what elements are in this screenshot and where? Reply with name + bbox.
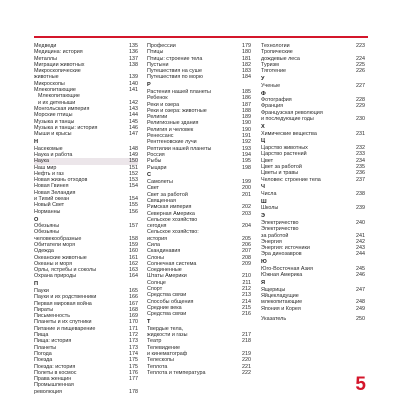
- entry-term: Числа: [261, 190, 277, 197]
- section-letter: Р: [147, 82, 151, 89]
- entry-page-number: 182: [242, 61, 251, 68]
- entry-term: Цвет за работой: [261, 163, 302, 170]
- entry-page-number: 162: [129, 260, 138, 267]
- entry-term: Млекопитающие и их детеныши: [38, 93, 80, 106]
- index-entry[interactable]: [147, 74, 251, 80]
- entry-term: Первая мировая война: [34, 300, 92, 307]
- entry-term: Медицина: история: [34, 49, 83, 56]
- entry-page-number: 136: [129, 49, 138, 56]
- entry-page-number: 225: [356, 61, 365, 68]
- entry-page-number: 172: [129, 332, 138, 339]
- section-letter: Я: [261, 280, 266, 287]
- entry-term: Религии: [147, 114, 168, 121]
- entry-term: Одежда: [34, 248, 54, 255]
- entry-page-number: 238: [356, 190, 365, 197]
- entry-term: Театр: [147, 338, 162, 345]
- entry-term: Солнце: [147, 279, 166, 286]
- entry-term: Пища: [34, 332, 49, 339]
- entry-page-number: 189: [242, 114, 251, 121]
- entry-term: Свет за работой: [147, 191, 188, 198]
- entry-page-number: 247: [356, 286, 365, 293]
- entry-term: Новая жизнь отходов: [34, 177, 88, 184]
- entry-term: Сельское хозяйство: история: [147, 229, 199, 242]
- entry-page-number: 177: [129, 376, 138, 383]
- entry-term: Царство растений: [261, 151, 307, 158]
- entry-term: Планеты: [34, 344, 57, 351]
- entry-term: Указатель: [261, 315, 287, 322]
- index-entry[interactable]: [261, 191, 365, 197]
- entry-term: Питание и пищеварение: [34, 325, 96, 332]
- entry-term: Морские птицы: [34, 112, 73, 119]
- index-entry[interactable]: [147, 370, 251, 376]
- index-entry[interactable]: [261, 293, 365, 306]
- entry-page-number: 246: [356, 272, 365, 279]
- entry-page-number: 190: [242, 126, 251, 133]
- entry-term: Тропические дождевые леса: [261, 49, 300, 62]
- entry-term: Растения нашей планеты: [147, 88, 211, 95]
- entry-page-number: 212: [242, 286, 251, 293]
- entry-term: Погода: [34, 350, 52, 357]
- index-entry[interactable]: [261, 205, 365, 211]
- entry-term: Средние века: [147, 304, 182, 311]
- entry-term: Мыши и крысы: [34, 131, 72, 138]
- entry-term: Ребенок: [147, 95, 168, 102]
- entry-term: Человек: строение тела: [261, 176, 321, 183]
- index-entry[interactable]: [147, 217, 251, 230]
- entry-term: Эра динозавров: [261, 251, 302, 258]
- entry-term: Соединенные Штаты Америки: [147, 267, 187, 280]
- index-entry[interactable]: [261, 49, 365, 62]
- section-letter: О: [34, 216, 39, 223]
- entry-page-number: 161: [129, 254, 138, 261]
- index-entry[interactable]: [147, 229, 251, 242]
- entry-term: Энергия: источники: [261, 245, 310, 252]
- entry-page-number: 146: [129, 124, 138, 131]
- entry-term: Монгольская империя: [34, 105, 90, 112]
- entry-page-number: 209: [242, 260, 251, 267]
- entry-term: Пища: история: [34, 338, 72, 345]
- index-entry[interactable]: [34, 93, 138, 106]
- entry-page-number: 227: [356, 82, 365, 89]
- entry-term: Фотография: [261, 97, 292, 104]
- entry-page-number: 232: [356, 145, 365, 152]
- entry-page-number: 144: [129, 112, 138, 119]
- index-entry[interactable]: [34, 190, 138, 203]
- index-entry[interactable]: [34, 382, 138, 395]
- entry-page-number: 214: [242, 298, 251, 305]
- entry-page-number: 223: [356, 43, 365, 49]
- entry-term: Рыцари: [147, 164, 167, 171]
- index-column-3: [261, 43, 365, 322]
- index-entry[interactable]: [261, 68, 365, 74]
- entry-page-number: 173: [129, 344, 138, 351]
- index-entry[interactable]: [147, 311, 251, 317]
- entry-page-number: 244: [356, 251, 365, 258]
- section-letter: С: [147, 172, 152, 179]
- entry-term: Млекопитающие: [34, 87, 76, 94]
- entry-page-number: 157: [129, 223, 138, 230]
- index-entry[interactable]: [261, 272, 365, 278]
- entry-term: Металлы: [34, 55, 57, 62]
- entry-term: Россия: [147, 151, 165, 158]
- entry-page-number: 218: [242, 338, 251, 345]
- entry-page-number: 166: [129, 294, 138, 301]
- entry-term: Новая Гвинея: [34, 183, 69, 190]
- entry-term: Электричество за работой: [261, 226, 299, 239]
- section-letter: Э: [261, 213, 265, 220]
- entry-page-number: 206: [242, 241, 251, 248]
- entry-page-number: 193: [242, 145, 251, 152]
- entry-page-number: 184: [242, 74, 251, 81]
- entry-term: Туризм: [261, 61, 279, 68]
- entry-page-number: 228: [356, 97, 365, 104]
- entry-term: Наука: [34, 158, 50, 165]
- entry-page-number: 216: [242, 311, 251, 318]
- entry-page-number: 174: [129, 350, 138, 357]
- entry-page-number: 202: [242, 204, 251, 211]
- entry-term: Пауки: [34, 287, 49, 294]
- index-entry[interactable]: [261, 110, 365, 123]
- entry-page-number: 180: [242, 49, 251, 56]
- entry-term: Полеты в космос: [34, 369, 77, 376]
- entry-page-number: 237: [356, 176, 365, 183]
- index-entry[interactable]: [147, 326, 251, 339]
- entry-page-number: 175: [129, 357, 138, 364]
- entry-term: Религиозные здания: [147, 120, 199, 127]
- entry-page-number: 210: [242, 273, 251, 280]
- entry-page-number: 215: [242, 304, 251, 311]
- entry-page-number: 148: [129, 145, 138, 152]
- entry-page-number: 163: [129, 267, 138, 274]
- entry-page-number: 185: [242, 88, 251, 95]
- entry-page-number: 235: [356, 163, 365, 170]
- section-letter: Ш: [261, 198, 267, 205]
- entry-term: Миграции животных: [34, 61, 85, 68]
- entry-term: Теплота: [147, 363, 168, 370]
- entry-page-number: 154: [129, 183, 138, 190]
- entry-page-number: 245: [356, 265, 365, 272]
- entry-term: Ренессанс: [147, 133, 174, 140]
- entry-term: Ящерицы: [261, 286, 286, 293]
- entry-page-number: 142: [129, 99, 138, 106]
- entry-term: Путешествия на суше: [147, 68, 202, 75]
- entry-term: Пустыни: [147, 61, 169, 68]
- entry-page-number: 221: [242, 363, 251, 370]
- index-entry[interactable]: [147, 165, 251, 171]
- entry-term: Способы общения: [147, 298, 194, 305]
- entry-page-number: 186: [242, 95, 251, 102]
- entry-page-number: 205: [242, 235, 251, 242]
- entry-page-number: 179: [242, 43, 251, 49]
- entry-page-number: 200: [242, 185, 251, 192]
- entry-term: Обезьяны человекообразные: [34, 229, 82, 242]
- entry-page-number: 188: [242, 107, 251, 114]
- entry-term: Юго-Восточная Азия: [261, 265, 313, 272]
- entry-page-number: 190: [242, 120, 251, 127]
- entry-term: Химические вещества: [261, 130, 317, 137]
- entry-page-number: 250: [356, 315, 365, 322]
- entry-term: Электричество: [261, 219, 299, 226]
- entry-term: Обитатели моря: [34, 241, 76, 248]
- entry-term: Технологии: [261, 43, 290, 49]
- entry-page-number: 164: [129, 273, 138, 280]
- top-rule: [34, 36, 368, 38]
- entry-page-number: 165: [129, 287, 138, 294]
- entry-term: Наука и работа: [34, 151, 73, 158]
- entry-term: Франция: [261, 103, 284, 110]
- entry-term: Океаны и моря: [34, 260, 73, 267]
- entry-term: Обезьяны: [34, 223, 60, 230]
- entry-term: Царство животных: [261, 145, 308, 152]
- section-letter: Н: [34, 139, 39, 146]
- entry-term: Рыбы: [147, 158, 162, 165]
- index-entry[interactable]: [147, 267, 251, 280]
- entry-page-number: 220: [242, 357, 251, 364]
- entry-term: Средства связи: [147, 292, 187, 299]
- entry-term: Рептилии нашей планеты: [147, 145, 212, 152]
- entry-term: Планеты и их спутники: [34, 319, 92, 326]
- entry-term: Океанские животные: [34, 254, 87, 261]
- entry-page-number: 159: [129, 241, 138, 248]
- entry-page-number: 154: [129, 196, 138, 203]
- entry-page-number: 158: [129, 235, 138, 242]
- entry-term: Нефть и газ: [34, 170, 64, 177]
- entry-page-number: 141: [129, 87, 138, 94]
- entry-term: Музыка и танцы: история: [34, 124, 98, 131]
- index-entry[interactable]: [34, 229, 138, 242]
- entry-term: Телескопы: [147, 357, 174, 364]
- entry-term: Ученые: [261, 82, 281, 89]
- entry-term: Цветы и травы: [261, 170, 299, 177]
- entry-term: Сила: [147, 241, 161, 248]
- entry-page-number: 191: [242, 133, 251, 140]
- entry-page-number: 217: [242, 332, 251, 339]
- page-number: 5: [355, 374, 366, 395]
- entry-term: Солнечная система: [147, 260, 197, 267]
- entry-page-number: 135: [129, 43, 138, 49]
- entry-page-number: 240: [356, 219, 365, 226]
- entry-term: Сельское хозяйство сегодня: [147, 216, 198, 230]
- entry-term: Яйцекладущие млекопитающие: [261, 293, 303, 306]
- section-letter: Ц: [261, 138, 266, 145]
- entry-page-number: 224: [356, 55, 365, 62]
- index-column-2: [147, 43, 251, 376]
- index-entry[interactable]: [261, 251, 365, 257]
- entry-term: Насекомые: [34, 145, 63, 152]
- entry-term: Птицы: строение тела: [147, 55, 203, 62]
- entry-term: Энергия: [261, 238, 282, 245]
- entry-page-number: 175: [129, 363, 138, 370]
- entry-page-number: 242: [356, 238, 365, 245]
- entry-page-number: 248: [356, 299, 365, 306]
- entry-page-number: 243: [356, 245, 365, 252]
- entry-page-number: 230: [356, 116, 365, 123]
- index-entry[interactable]: [261, 316, 365, 322]
- entry-term: Норманны: [34, 208, 61, 215]
- entry-page-number: 192: [242, 139, 251, 146]
- index-entry[interactable]: [261, 226, 365, 239]
- entry-term: Средства связи: [147, 311, 187, 318]
- entry-page-number: 236: [356, 170, 365, 177]
- entry-term: Права женщин: [34, 376, 72, 383]
- entry-term: Телевидение и кинематограф: [147, 344, 188, 357]
- entry-term: Музыка и танцы: [34, 118, 75, 125]
- entry-page-number: 234: [356, 157, 365, 164]
- entry-page-number: 156: [129, 208, 138, 215]
- entry-page-number: 138: [129, 61, 138, 68]
- entry-term: Рентгеновские лучи: [147, 139, 197, 146]
- entry-page-number: 140: [129, 80, 138, 87]
- entry-term: Свет: [147, 185, 159, 192]
- entry-page-number: 194: [242, 151, 251, 158]
- index-entry[interactable]: [147, 345, 251, 358]
- entry-page-number: 176: [129, 369, 138, 376]
- entry-term: Южная Америка: [261, 272, 303, 279]
- entry-term: Письменность: [34, 313, 71, 320]
- entry-page-number: 226: [356, 68, 365, 75]
- entry-page-number: 181: [242, 55, 251, 62]
- entry-page-number: 167: [129, 300, 138, 307]
- entry-page-number: 160: [129, 248, 138, 255]
- entry-page-number: 203: [242, 210, 251, 217]
- index-entry[interactable]: [261, 131, 365, 137]
- entry-page-number: 198: [242, 164, 251, 171]
- entry-term: Тяготение: [261, 68, 287, 75]
- entry-page-number: 213: [242, 292, 251, 299]
- index-entry[interactable]: [34, 131, 138, 137]
- entry-term: Северная Америка: [147, 210, 195, 217]
- entry-term: Промышленная революция: [34, 382, 74, 395]
- section-letter: Т: [147, 319, 151, 326]
- entry-term: Птицы: [147, 49, 164, 56]
- entry-page-number: 145: [129, 118, 138, 125]
- entry-term: Охрана природы: [34, 273, 77, 280]
- entry-page-number: 152: [129, 170, 138, 177]
- entry-term: Скандинавия: [147, 248, 181, 255]
- index-entry[interactable]: [34, 68, 138, 81]
- entry-term: Микроскопические животные: [34, 68, 81, 81]
- entry-page-number: 195: [242, 158, 251, 165]
- entry-page-number: 207: [242, 248, 251, 255]
- entry-page-number: 219: [242, 350, 251, 357]
- entry-term: Спорт: [147, 286, 163, 293]
- entry-page-number: 208: [242, 254, 251, 261]
- index-column-1: [34, 43, 138, 395]
- entry-term: Пауки и их родственники: [34, 294, 97, 301]
- entry-page-number: 149: [129, 151, 138, 158]
- entry-term: Цвет: [261, 157, 274, 164]
- entry-term: Реки и озера: [147, 101, 180, 108]
- entry-term: Орлы, ястребы и соколы: [34, 267, 97, 274]
- entry-page-number: 201: [242, 191, 251, 198]
- entry-page-number: 139: [129, 74, 138, 81]
- section-letter: П: [34, 281, 39, 288]
- entry-term: Религия и человек: [147, 126, 194, 133]
- entry-page-number: 178: [129, 388, 138, 395]
- entry-page-number: 187: [242, 101, 251, 108]
- entry-page-number: 229: [356, 103, 365, 110]
- entry-term: Теплота и температура: [147, 369, 206, 376]
- section-letter: Ф: [261, 90, 266, 97]
- entry-page-number: 155: [129, 202, 138, 209]
- entry-page-number: 233: [356, 151, 365, 158]
- entry-term: Самолеты: [147, 179, 173, 186]
- entry-page-number: 153: [129, 177, 138, 184]
- entry-page-number: 169: [129, 313, 138, 320]
- index-entry[interactable]: [261, 177, 365, 183]
- section-letter: Ю: [261, 259, 267, 266]
- entry-term: Священная Римская империя: [147, 197, 192, 211]
- index-entry[interactable]: [147, 198, 251, 211]
- entry-term: Реки и озера: животные: [147, 107, 207, 114]
- entry-page-number: 151: [129, 164, 138, 171]
- entry-page-number: 249: [356, 305, 365, 312]
- entry-term: Твердые тела, жидкости и газы: [147, 325, 188, 339]
- entry-page-number: 239: [356, 205, 365, 212]
- entry-term: Пираты: [34, 306, 54, 313]
- entry-page-number: 168: [129, 306, 138, 313]
- entry-term: Путешествия по морю: [147, 74, 203, 81]
- entry-page-number: 211: [242, 279, 251, 286]
- entry-page-number: 171: [129, 325, 138, 332]
- entry-page-number: 150: [129, 158, 138, 165]
- entry-page-number: 137: [129, 55, 138, 62]
- entry-term: Медведи: [34, 43, 57, 49]
- entry-term: Новый Свет: [34, 202, 65, 209]
- entry-term: Профессии: [147, 43, 176, 49]
- entry-page-number: 222: [242, 369, 251, 376]
- entry-page-number: 241: [356, 232, 365, 239]
- entry-term: Наш мир: [34, 164, 57, 171]
- entry-page-number: 147: [129, 131, 138, 138]
- entry-page-number: 173: [129, 338, 138, 345]
- entry-term: Япония и Корея: [261, 305, 301, 312]
- entry-term: Французская революция и последующие годы: [261, 109, 323, 123]
- section-letter: У: [261, 76, 265, 83]
- index-entry[interactable]: [34, 209, 138, 215]
- entry-page-number: 183: [242, 68, 251, 75]
- index-entry[interactable]: [34, 273, 138, 279]
- section-letter: Ч: [261, 184, 265, 191]
- entry-term: Поезда: история: [34, 363, 76, 370]
- entry-term: Слоны: [147, 254, 164, 261]
- entry-term: Школы: [261, 205, 279, 212]
- entry-page-number: 231: [356, 130, 365, 137]
- entry-page-number: 143: [129, 105, 138, 112]
- entry-term: Поезда: [34, 357, 53, 364]
- entry-term: Новая Зеландия и Тихий океан: [34, 189, 76, 203]
- entry-page-number: 170: [129, 319, 138, 326]
- index-entry[interactable]: [261, 306, 365, 312]
- entry-page-number: 199: [242, 179, 251, 186]
- index-entry[interactable]: [261, 83, 365, 89]
- entry-page-number: 204: [242, 223, 251, 230]
- entry-term: Микроскопы: [34, 80, 65, 87]
- section-letter: Х: [261, 123, 265, 130]
